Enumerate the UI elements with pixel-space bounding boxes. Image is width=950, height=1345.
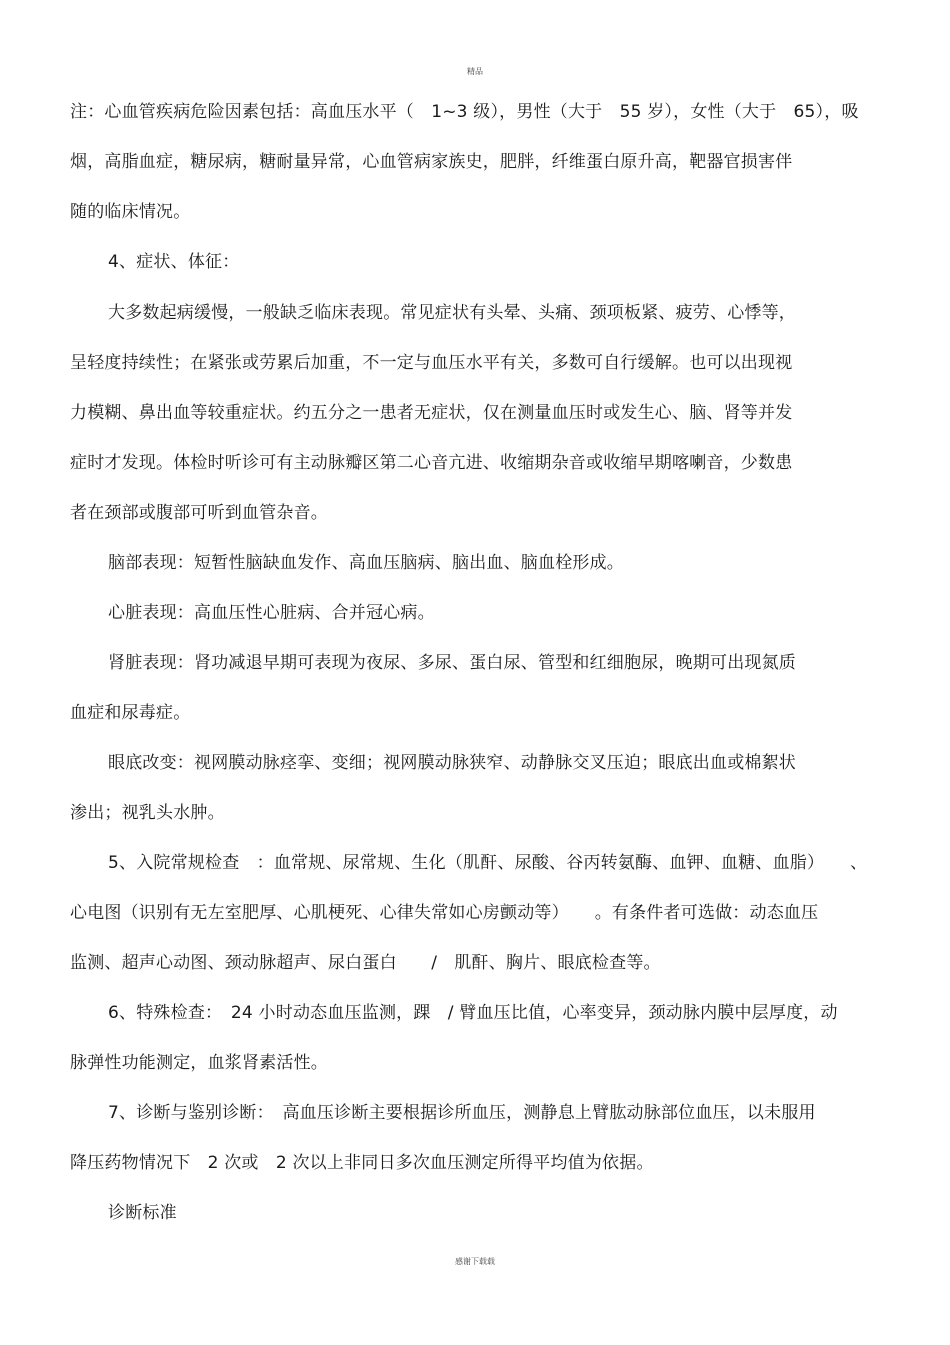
- page-header: 精品: [467, 67, 483, 76]
- text-line: 呈轻度持续性；在紧张或劳累后加重，不一定与血压水平有关，多数可自行缓解。也可以出现视: [70, 353, 793, 373]
- text-line: 心脏表现：高血压性心脏病、合并冠心病。: [108, 603, 435, 623]
- text-line: 脑部表现：短暂性脑缺血发作、高血压脑病、脑出血、脑血栓形成。: [108, 553, 624, 573]
- section-heading: 诊断标准: [108, 1203, 177, 1223]
- text-line: 注：心血管疾病危险因素包括：高血压水平（ 1~3 级），男性（大于 55 岁），女性（大于 65），吸: [70, 102, 859, 122]
- text-line: 力模糊、鼻出血等较重症状。约五分之一患者无症状，仅在测量血压时或发生心、脑、肾等并发: [70, 403, 793, 423]
- text-line: 随的临床情况。: [70, 202, 191, 222]
- text-line: 降压药物情况下 2 次或 2 次以上非同日多次血压测定所得平均值为依据。: [70, 1153, 654, 1173]
- text-line: 血症和尿毒症。: [70, 703, 191, 723]
- text-line: 症时才发现。体检时听诊可有主动脉瓣区第二心音亢进、收缩期杂音或收缩早期喀喇音，少数患: [70, 453, 793, 473]
- text-line: 监测、超声心动图、颈动脉超声、尿白蛋白 / 肌酐、胸片、眼底检查等。: [70, 953, 661, 973]
- text-line: 渗出；视乳头水肿。: [70, 803, 225, 823]
- text-line: 肾脏表现：肾功减退早期可表现为夜尿、多尿、蛋白尿、管型和红细胞尿，晚期可出现氮质: [108, 653, 796, 673]
- text-line: 心电图（识别有无左室肥厚、心肌梗死、心律失常如心房颤动等） 。有条件者可选做：动态血压: [70, 903, 819, 923]
- text-line: 烟，高脂血症，糖尿病，糖耐量异常，心血管病家族史，肥胖，纤维蛋白原升高，靶器官损害伴: [70, 152, 793, 172]
- page-footer: 感谢下载载: [455, 1257, 495, 1266]
- section-heading: 5、入院常规检查 ：血常规、尿常规、生化（肌酐、尿酸、谷丙转氨酶、血钾、血糖、血脂） 、: [108, 853, 868, 873]
- section-heading: 4、症状、体征：: [108, 252, 240, 272]
- text-line: 者在颈部或腹部可听到血管杂音。: [70, 503, 328, 523]
- text-line: 脉弹性功能测定，血浆肾素活性。: [70, 1053, 328, 1073]
- text-line: 大多数起病缓慢，一般缺乏临床表现。常见症状有头晕、头痛、颈项板紧、疲劳、心悸等，: [108, 303, 796, 323]
- section-heading: 7、诊断与鉴别诊断： 高血压诊断主要根据诊所血压，测静息上臂肱动脉部位血压，以未服用: [108, 1103, 816, 1123]
- section-heading: 6、特殊检查： 24 小时动态血压监测，踝 / 臂血压比值，心率变异，颈动脉内膜中层厚度，动: [108, 1003, 838, 1023]
- text-line: 眼底改变：视网膜动脉痉挛、变细；视网膜动脉狭窄、动静脉交叉压迫；眼底出血或棉絮状: [108, 753, 796, 773]
